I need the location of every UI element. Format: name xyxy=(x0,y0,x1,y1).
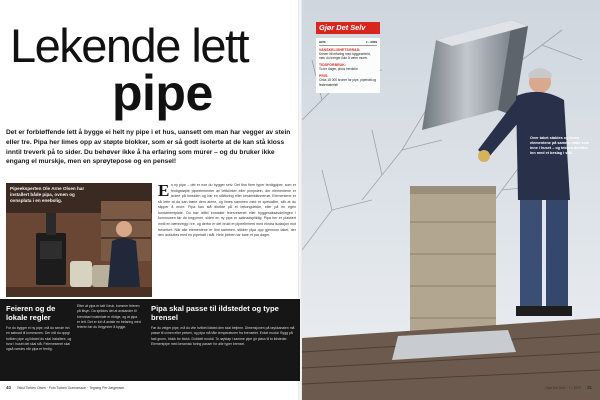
gds-fact-text: To-tre dager, pluss herdetid xyxy=(319,67,358,72)
credits-left: Tekst Torben Olsen · Foto Torben Gunnarsson · Tegning Per Jørgensen xyxy=(16,385,125,390)
info-box-chimney-sweep-text-col1: For du bygger ei ny pipe, må du sende inn en søknad til kommunen. Der må du oppgi hvilken pipe og ildsted du skal installere, og hvor i huset det skal stå. Feiervesenet skal også varsles når pipa er ferdig. xyxy=(6,326,72,352)
right-page xyxy=(302,0,600,400)
gds-fact-time xyxy=(319,63,377,71)
gds-fact-label: PRIS: xyxy=(319,74,329,79)
gds-label: Gjør Det Selv xyxy=(316,22,380,34)
info-box-chimney-sweep-title: Feieren og de lokale regler xyxy=(6,304,56,323)
credits-right: Gjør Det Selv · 1 • 2009 xyxy=(545,385,582,390)
gds-meta-left: GDS xyxy=(319,40,326,44)
gds-fact-label: VANSKELIGHETSGRAD: xyxy=(319,48,361,52)
gds-fact-text: Cirka 15 000 kroner for pipe, pipehatt og festemateriell xyxy=(319,78,377,87)
gds-meta-right: 1 • 2009 xyxy=(365,40,377,44)
gds-facts-box xyxy=(316,38,380,93)
right-page-footer xyxy=(302,385,600,390)
gds-fact-difficulty xyxy=(319,48,377,61)
info-box-chimney-sweep-text-col2: Etter at pipa er tatt i bruk, kommer feieren på tilsyn. Da sjekkes det at avstander til brennbart materiale er riktige, og at pipa er tett. Det er lurt å avtale en befaring med feieren før du begynner å bygge. xyxy=(77,304,141,330)
info-box-fuel xyxy=(151,304,296,347)
intro-paragraph: Det er forbløffende lett å bygge ei helt ny pipe i et hus, uansett om man har vegger av stein eller tre. Pipa her limes opp av støpte blokker, som er så godt isolerte at de kan stå kloss inntil treverk på to sider. Du behøver ikke å ha erfaring som murer – og du bruker ikke engang el murskje, men en sprøytepose og en pensel! xyxy=(6,129,291,166)
gds-fact-text: Krever litt erfaring med byggearbeid, men du trenger ikke å være murer. xyxy=(319,52,371,61)
headline-line-2: pipe xyxy=(112,65,213,121)
installer-photo xyxy=(6,183,152,297)
gds-fact-price xyxy=(319,74,377,87)
roof-photo-caption: Over taket stables og limes elementene på samme måte som inne i huset – og tekkes deretter inn med et beslag i stål. xyxy=(530,136,590,156)
info-box-fuel-title: Pipa skal passe til ildstedet og type brensel xyxy=(151,304,279,323)
drop-cap: E xyxy=(158,181,170,200)
left-page-footer xyxy=(6,385,294,390)
info-box-chimney-sweep xyxy=(6,304,73,353)
gds-meta xyxy=(319,40,377,46)
installer-photo-caption: Pipeeksperten Ole Arne Olsen har installert både pipa, ovnen og ovnsplata i en enebolig. xyxy=(10,186,85,203)
article-body-text: n ny pipe – det er noe du bygger selv. Det fins flere typer ferdigpiper, som er ferdigstøpte pipeelementer av lettklinker eller pimpstein, der elementene er isolert på innsiden og har en stålforing eller keramikkinnerrør. Elementene er så lette at du kan bære dem alene, og limes sammen med et spesiallim, slik at du slipper å mure. Pipa kan stå direkte på et betongdekke, eller på en egen fundamentplate. Du bør alltid kontakte feiervesenet eller byggesaksavdelingen i kommunen før du begynner, siden en ny pipe er søknadspliktig. Pipa her er plassert inntil en bærevegg i tre, og derfor er det brukt et pipeelement med ekstra isolasjon mot treverket. Når alle elementene er limt sammen, stikker pipa opp gjennom taket, der den avsluttes med en pipehatt i stål. Hele jobben tar bare et par dager. xyxy=(158,183,296,238)
page-number-right: 41 xyxy=(587,385,592,390)
headline-line-1: Lekende lett xyxy=(10,19,249,72)
info-box-fuel-text: Før du velger pipe, må du vite hvilket ildsted den skal betjene. Dimensjonen på røykkanalen må passe til ovnen eller peisen, og pipa må tåle temperaturen fra brenselet. Enkel modul: Bygg på fast grunn, blokk for blokk. Dobbelt modul: To røykløp i samme pipe gir plass til to ildsteder. Elementpipe med keramisk foring passer for alle typer brensel. xyxy=(151,326,295,347)
article-body xyxy=(158,183,296,239)
gds-fact-label: TIDSFORBRUK: xyxy=(319,63,347,68)
page-number-left: 40 xyxy=(6,385,11,390)
